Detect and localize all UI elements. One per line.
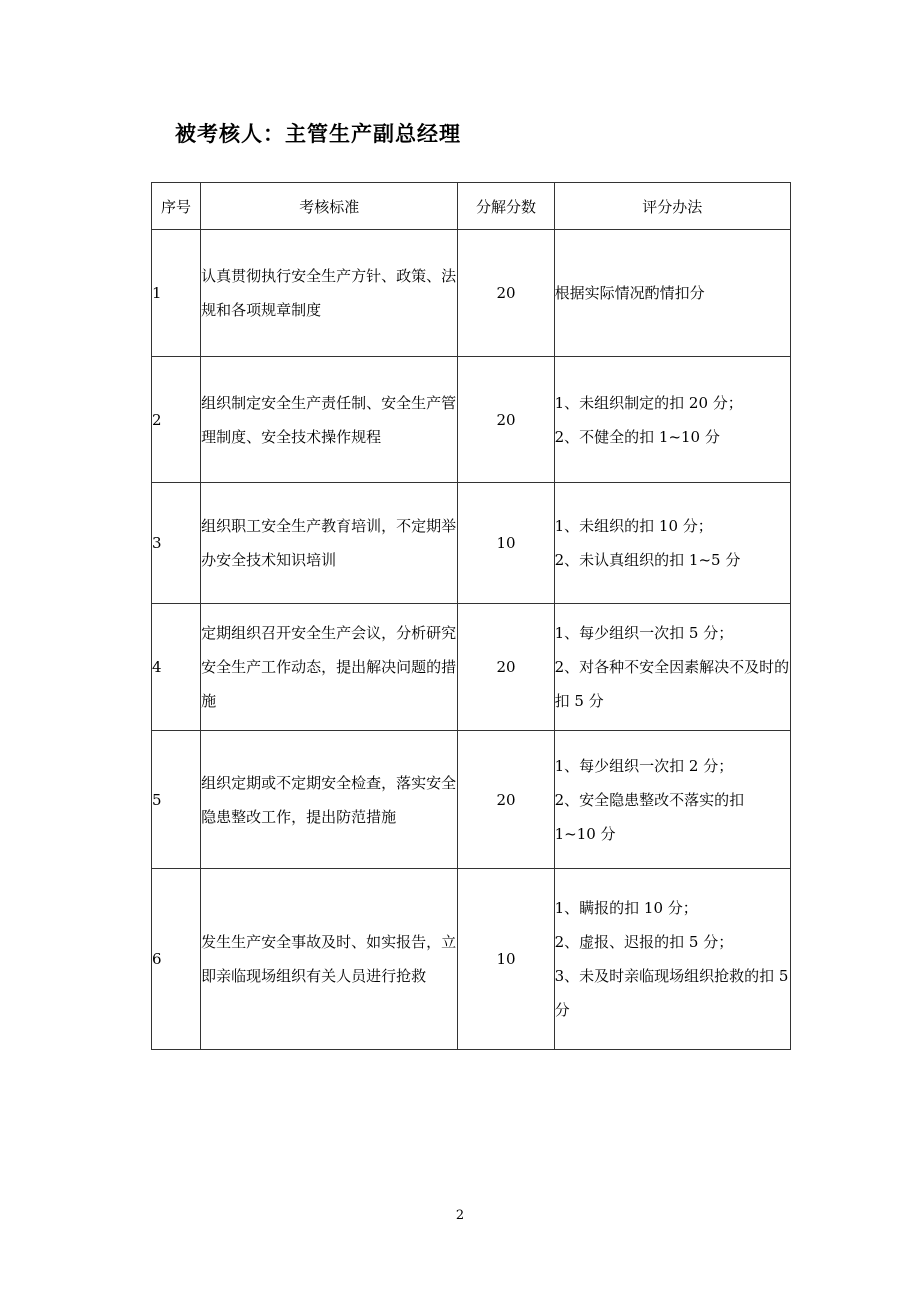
method-line: 1、每少组织一次扣 5 分； [554, 624, 734, 642]
row-standard: 定期组织召开安全生产会议，分析研究安全生产工作动态，提出解决问题的措施 [201, 604, 458, 731]
page-title: 被考核人：主管生产副总经理 [175, 122, 461, 146]
row-method [554, 483, 790, 604]
method-line: 2、安全隐患整改不落实的扣 1~10 分 [554, 790, 745, 843]
method-line: 根据实际情况酌情扣分 [554, 284, 705, 302]
method-line: 1、未组织制定的扣 20 分； [554, 393, 743, 412]
header-no: 序号 [152, 183, 201, 230]
method-line: 1、每少组织一次扣 2 分； [554, 756, 734, 775]
row-score: 20 [458, 357, 554, 483]
table-row [152, 731, 791, 869]
row-score: 20 [458, 230, 554, 357]
table-row [152, 869, 791, 1050]
page-number: 2 [455, 1208, 465, 1223]
row-standard: 组织制定安全生产责任制、安全生产管理制度、安全技术操作规程 [201, 357, 458, 483]
row-method [554, 230, 790, 357]
row-score: 10 [458, 869, 554, 1050]
row-standard: 组织职工安全生产教育培训，不定期举办安全技术知识培训 [201, 483, 458, 604]
row-score: 20 [458, 731, 554, 869]
method-line: 2、不健全的扣 1~10 分 [554, 427, 720, 446]
row-no: 6 [152, 869, 201, 1050]
row-no: 4 [152, 604, 201, 731]
row-method [554, 604, 790, 731]
method-line: 2、虚报、迟报的扣 5 分； [554, 933, 734, 951]
row-no: 3 [152, 483, 201, 604]
row-method [554, 869, 790, 1050]
table-row [152, 357, 791, 483]
table-row [152, 483, 791, 604]
table-row [152, 604, 791, 731]
row-standard: 认真贯彻执行安全生产方针、政策、法规和各项规章制度 [201, 230, 458, 357]
method-line: 3、未及时亲临现场组织抢救的扣 5 分 [554, 967, 789, 1019]
row-method [554, 357, 790, 483]
row-no: 5 [152, 731, 201, 869]
row-no: 1 [152, 230, 201, 357]
row-score: 20 [458, 604, 554, 731]
header-standard: 考核标准 [201, 183, 458, 230]
table-row [152, 230, 791, 357]
method-line: 1、未组织的扣 10 分； [554, 517, 713, 535]
table-header-row [152, 183, 791, 230]
assessment-table [151, 182, 791, 1050]
row-standard: 发生生产安全事故及时、如实报告，立即亲临现场组织有关人员进行抢救 [201, 869, 458, 1050]
method-line: 2、对各种不安全因素解决不及时的扣 5 分 [554, 658, 790, 710]
row-no: 2 [152, 357, 201, 483]
header-method: 评分办法 [554, 183, 790, 230]
row-standard: 组织定期或不定期安全检查，落实安全隐患整改工作，提出防范措施 [201, 731, 458, 869]
method-line: 1、瞒报的扣 10 分； [554, 899, 698, 917]
row-score: 10 [458, 483, 554, 604]
header-score: 分解分数 [458, 183, 554, 230]
row-method [554, 731, 790, 869]
method-line: 2、未认真组织的扣 1~5 分 [554, 551, 741, 569]
